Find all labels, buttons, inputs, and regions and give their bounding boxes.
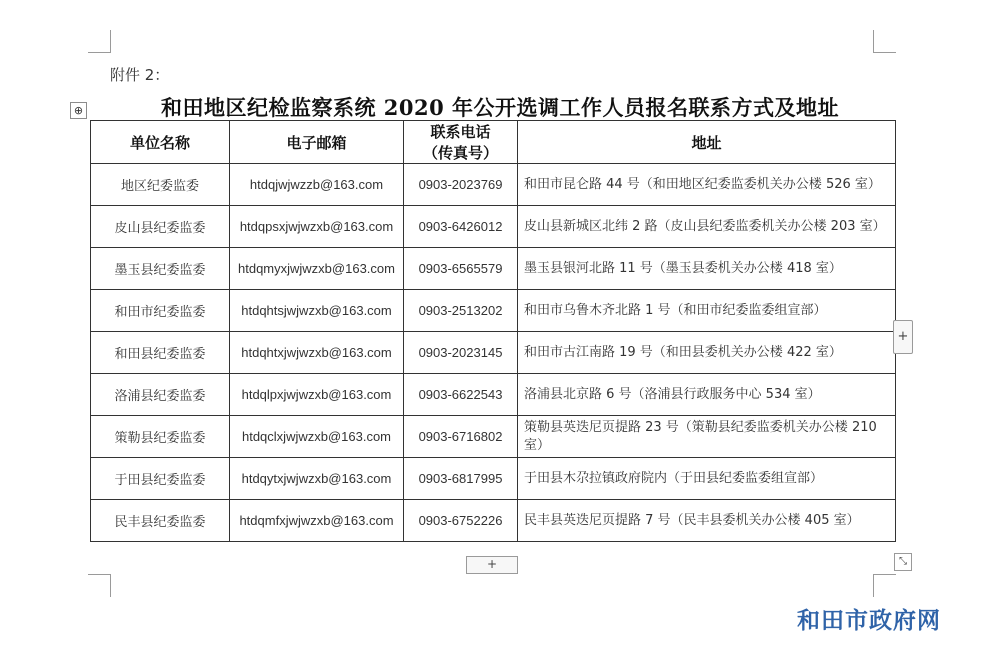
cell-email: htdqhtxjwjwzxb@163.com (230, 332, 404, 374)
cell-phone: 0903-2023145 (404, 332, 518, 374)
cell-unit: 皮山县纪委监委 (91, 206, 230, 248)
table-row (91, 248, 896, 290)
cell-unit: 于田县纪委监委 (91, 458, 230, 500)
cell-unit: 墨玉县纪委监委 (91, 248, 230, 290)
add-column-button[interactable]: + (893, 320, 913, 354)
cell-phone: 0903-2023769 (404, 164, 518, 206)
cell-unit: 和田县纪委监委 (91, 332, 230, 374)
table-resize-icon[interactable]: ⤡ (894, 553, 912, 571)
header-phone (404, 121, 518, 164)
header-phone-line1: 联系电话 (430, 123, 491, 141)
cell-address: 策勒县英迭尼页提路 23 号（策勒县纪委监委机关办公楼 210 室） (518, 416, 896, 458)
header-unit: 单位名称 (91, 121, 230, 164)
cell-phone: 0903-6565579 (404, 248, 518, 290)
cell-address: 民丰县英迭尼页提路 7 号（民丰县委机关办公楼 405 室） (518, 500, 896, 542)
site-watermark: 和田市政府网 (797, 607, 941, 634)
cell-phone: 0903-2513202 (404, 290, 518, 332)
table-row (91, 458, 896, 500)
cell-email: htdqmyxjwjwzxb@163.com (230, 248, 404, 290)
cell-address: 洛浦县北京路 6 号（洛浦县行政服务中心 534 室） (518, 374, 896, 416)
table-row (91, 290, 896, 332)
cell-unit: 地区纪委监委 (91, 164, 230, 206)
cell-email: htdqytxjwjwzxb@163.com (230, 458, 404, 500)
crop-mark-bottom-left (88, 574, 111, 597)
crop-mark-top-right (873, 30, 896, 53)
cell-address: 和田市古江南路 19 号（和田县委机关办公楼 422 室） (518, 332, 896, 374)
cell-unit: 策勒县纪委监委 (91, 416, 230, 458)
cell-unit: 民丰县纪委监委 (91, 500, 230, 542)
cell-phone: 0903-6752226 (404, 500, 518, 542)
table-row (91, 206, 896, 248)
attachment-label: 附件 2： (110, 66, 170, 84)
cell-phone: 0903-6716802 (404, 416, 518, 458)
table-row (91, 164, 896, 206)
cell-address: 和田市乌鲁木齐北路 1 号（和田市纪委监委组宣部） (518, 290, 896, 332)
cell-address: 皮山县新城区北纬 2 路（皮山县纪委监委机关办公楼 203 室） (518, 206, 896, 248)
table-row (91, 374, 896, 416)
cell-address: 和田市昆仑路 44 号（和田地区纪委监委机关办公楼 526 室） (518, 164, 896, 206)
cell-email: htdqjwjwzzb@163.com (230, 164, 404, 206)
cell-email: htdqlpxjwjwzxb@163.com (230, 374, 404, 416)
document-title: 和田地区纪检监察系统 2020 年公开选调工作人员报名联系方式及地址 (160, 95, 840, 120)
cell-email: htdqmfxjwjwzxb@163.com (230, 500, 404, 542)
cell-phone: 0903-6817995 (404, 458, 518, 500)
cell-unit: 洛浦县纪委监委 (91, 374, 230, 416)
cell-address: 墨玉县银河北路 11 号（墨玉县委机关办公楼 418 室） (518, 248, 896, 290)
crop-mark-bottom-right (873, 574, 896, 597)
table-row (91, 332, 896, 374)
crop-mark-top-left (88, 30, 111, 53)
cell-email: htdqclxjwjwzxb@163.com (230, 416, 404, 458)
header-address: 地址 (518, 121, 896, 164)
header-phone-line2: （传真号） (422, 144, 498, 162)
header-email: 电子邮箱 (230, 121, 404, 164)
cell-phone: 0903-6426012 (404, 206, 518, 248)
table-move-icon[interactable]: ⊕ (70, 102, 87, 119)
contacts-table (90, 120, 896, 542)
table-row (91, 416, 896, 458)
cell-address: 于田县木尕拉镇政府院内（于田县纪委监委组宣部） (518, 458, 896, 500)
cell-phone: 0903-6622543 (404, 374, 518, 416)
cell-email: htdqpsxjwjwzxb@163.com (230, 206, 404, 248)
cell-email: htdqhtsjwjwzxb@163.com (230, 290, 404, 332)
cell-unit: 和田市纪委监委 (91, 290, 230, 332)
add-row-button[interactable]: + (466, 556, 518, 574)
table-header-row (91, 121, 896, 164)
table-row (91, 500, 896, 542)
